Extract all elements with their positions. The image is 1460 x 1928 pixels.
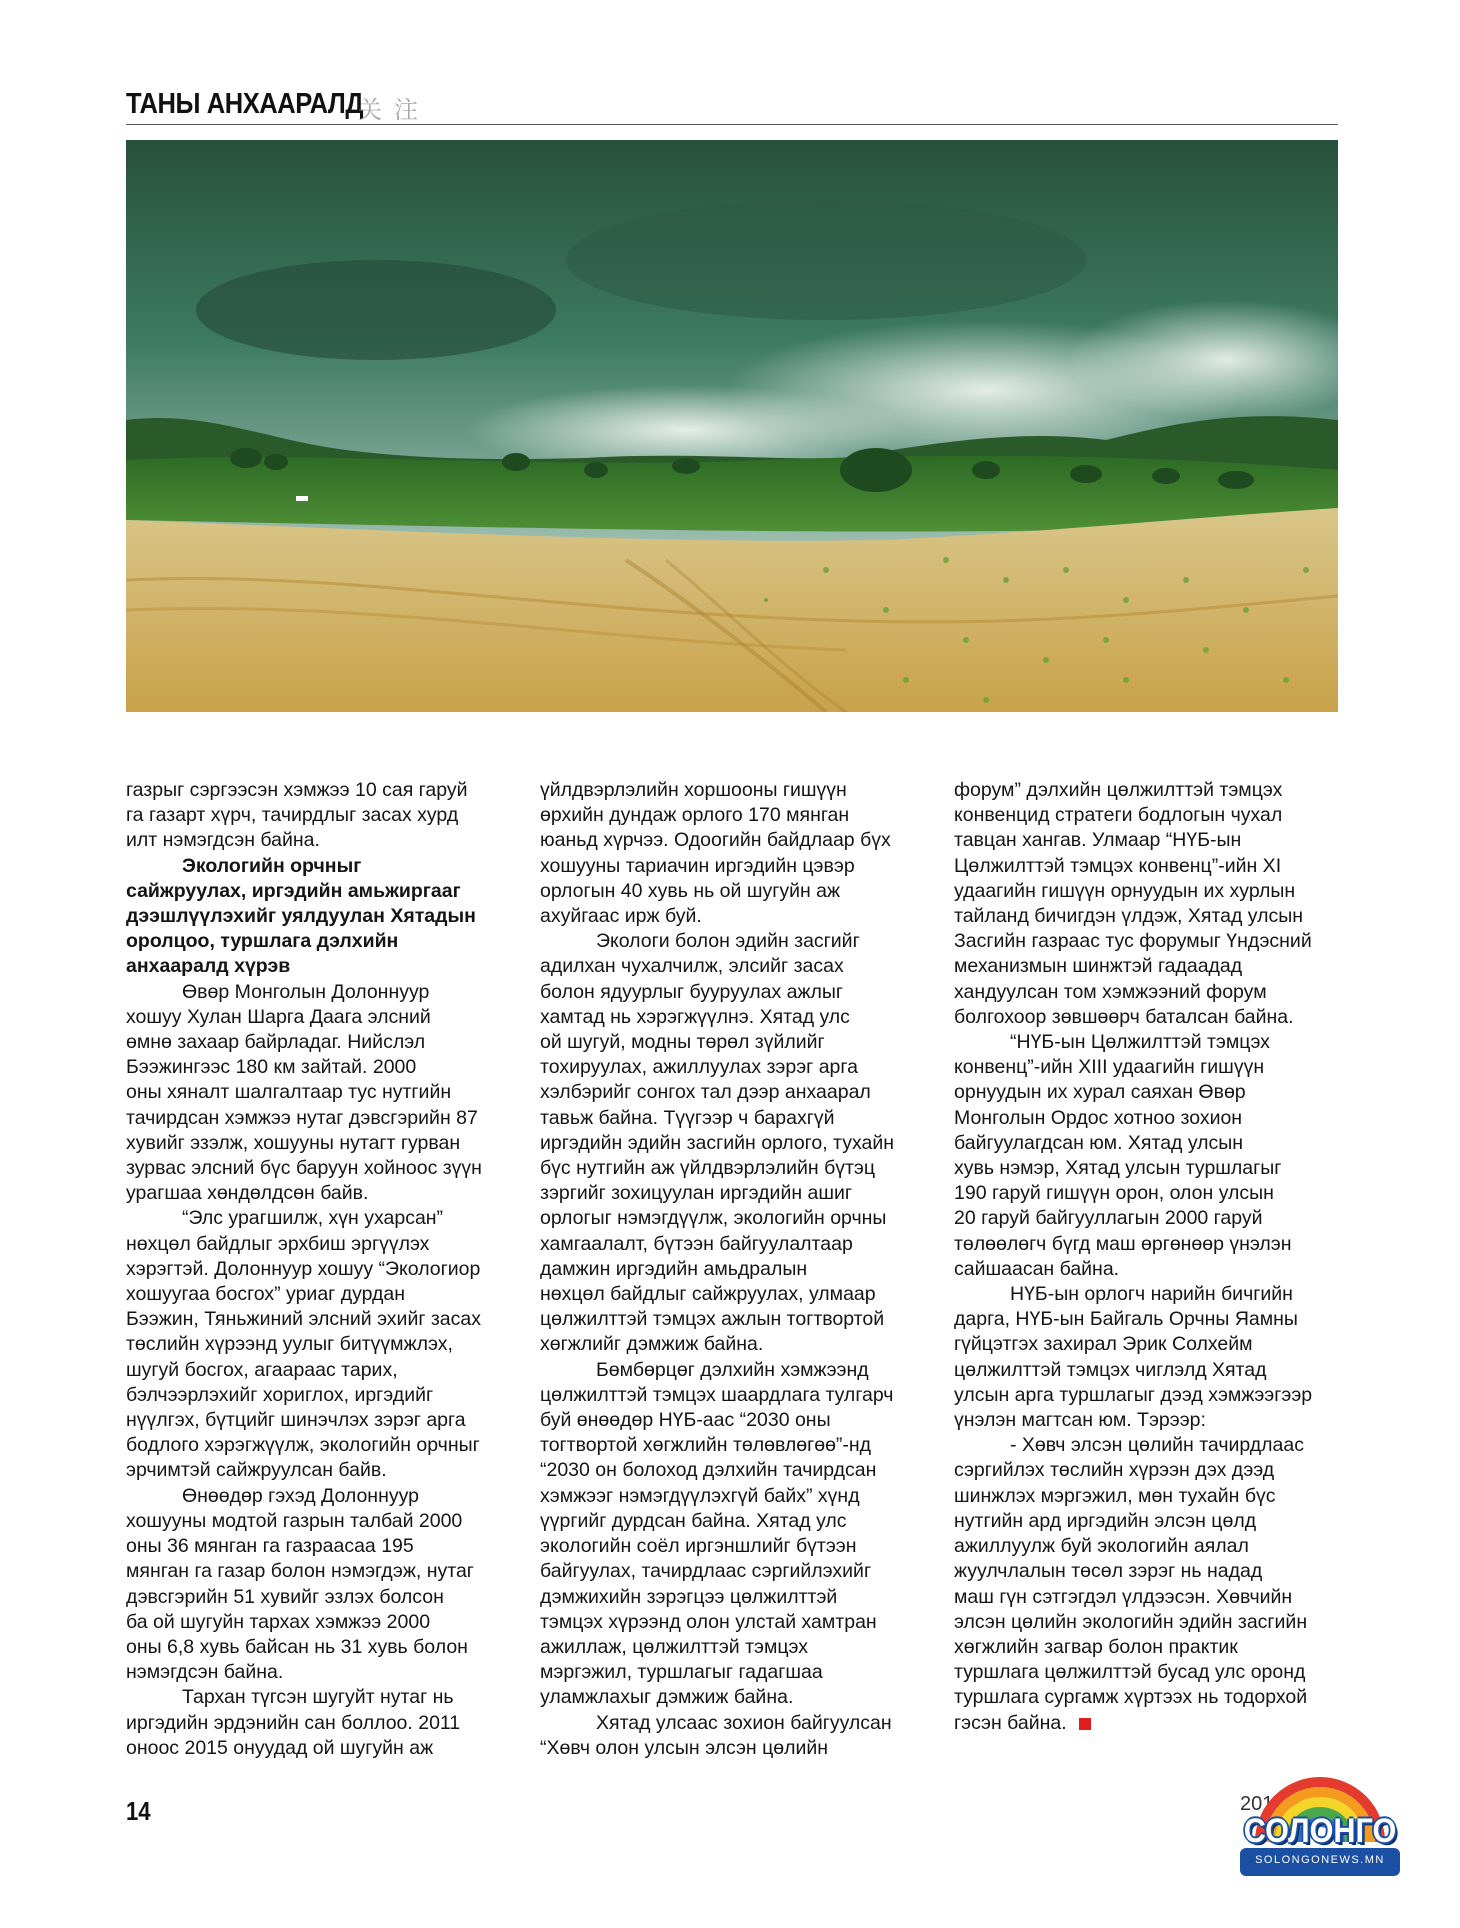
section-subtitle: 关注 <box>358 96 430 124</box>
issue-number: 2017/279 <box>1240 1793 1324 1815</box>
landscape-photo <box>126 140 1338 712</box>
watermark-brand: СОЛОНГО <box>1243 1812 1397 1850</box>
article-column-1 <box>126 778 516 1761</box>
end-of-article-icon <box>1079 1718 1091 1730</box>
paragraph: Бөмбөрцөг дэлхийн хэмжээнд цөлжилттэй тэмцэх шаардлага тулгарч буй өнөөдөр НҮБ-аас “2030 оны тогтвортой хөгжлийн төлөвлөгөө”-нд “2030 он болоход дэлхийн тачирдсан хэмжээг нэмэгдүүлэхгүй байх” хүнд үүргийг дурдсан байна. Хятад улс экологийн соёл иргэншлийг бүтээн байгуулах, тачирдлаас сэргийлэхийг дэмжихийн зэрэгцээ цөлжилттэй тэмцэх хүрээнд олон улстай хамтран ажиллаж, цөлжилттэй тэмцэх мэргэжил, туршлагыг гадагшаа уламжлахыг дэмжиж байна. <box>540 1358 894 1709</box>
article-subheading: Экологийн орчныг сайжруулах, иргэдийн амьжиргааг дээшлүүлэхийг уялдуулан Хятадын оролцоо, туршлага дэлхийн анхааралд хүрэв <box>126 854 476 978</box>
section-header <box>126 88 1338 125</box>
paragraph: форум” дэлхийн цөлжилттэй тэмцэх конвенцид стратеги бодлогын чухал тавцан хангав. Улмаар “НҮБ-ын Цөлжилттэй тэмцэх конвенц”-ийн XI удаагийн гишүүн орнуудын их хурлын тайланд бичигдэн үлдэж, Хятад улсын Засгийн газраас тус форумыг Үндэсний механизмын шинжтэй гадаадад хандуулсан том хэмжээний форум болгохоор зөвшөөрч баталсан байна. <box>954 779 1312 1028</box>
paragraph: Хятад улсаас зохион байгуулсан “Хөвч олон улсын элсэн цөлийн <box>540 1711 892 1759</box>
article-column-2 <box>540 778 930 1761</box>
paragraph: газрыг сэргээсэн хэмжээ 10 сая гаруй га газарт хүрч, тачирдлыг засах хурд илт нэмэгдсэн байна. <box>126 779 468 852</box>
paragraph: “Элс урагшилж, хүн ухарсан” нөхцөл байдлыг эрхбиш эргүүлэх хэрэгтэй. Долоннуур хошуу “Экологиор хошуугаа босгох” уриаг дурдан Бээжин, Тяньжиний элсний эхийг засах төслийн хүрээнд уулыг битүүмжлэх, шугуй босгох, агаараас тарих, бэлчээрлэхийг хориглох, иргэдийг нүүлгэх, бүтцийг шинэчлэх зэрэг арга бодлого хэрэгжүүлж, экологийн орчныг эрчимтэй сайжруулсан байв. <box>126 1207 481 1482</box>
article-body <box>126 778 1338 1778</box>
paragraph: Тархан түгсэн шугуйт нутаг нь иргэдийн эрдэнийн сан боллоо. 2011 оноос 2015 онуудад ой шугуйн аж <box>126 1686 461 1759</box>
paragraph: “НҮБ-ын Цөлжилттэй тэмцэх конвенц”-ийн XIII удаагийн гишүүн орнуудын их хурал саяхан Өвөр Монголын Ордос хотноо зохион байгуулагдсан юм. Хятад улсын хувь нэмэр, Хятад улсын туршлагыг 190 гаруй гишүүн орон, олон улсын 20 гаруй байгууллагын 2000 гаруй төлөөлөгч бүгд маш өргөнөөр үнэлэн сайшаасан байна. <box>954 1031 1292 1280</box>
paragraph: Өвөр Монголын Долоннуур хошуу Хулан Шарга Даага элсний өмнө захаар байрладаг. Нийслэл Бээжингээс 180 км зайтай. 2000 оны хяналт шалгалтаар тус нутгийн тачирдсан хэмжээ нутаг дэвсгэрийн 87 хувийг эзэлж, хошууны нутагт гурван зурвас элсний бүс баруун хойноос зүүн урагшаа хөндөлдсөн байв. <box>126 980 482 1205</box>
watermark-site: SOLONGONEWS.MN <box>1255 1854 1385 1866</box>
watermark-logo <box>1232 1750 1408 1900</box>
paragraph: үйлдвэрлэлийн хоршооны гишүүн өрхийн дундаж орлого 170 мянган юаньд хүрчээ. Одоогийн байдлаар бүх хошууны тариачин иргэдийн цэвэр орлогын 40 хувь нь ой шугуйн аж ахуйгаас ирж буй. <box>540 779 891 928</box>
paragraph-last <box>954 1433 1344 1735</box>
section-title: ТАНЫ АНХААРАЛД <box>126 88 364 120</box>
paragraph-text: - Хөвч элсэн цөлийн тачирдлаас сэргийлэх төслийн хүрээн дэх дээд шинжлэх мэргэжил, мөн тухайн бүс нутгийн ард иргэдийн элсэн цөлд ажиллуулж буй экологийн аялал жуулчлалын төсөл зэрэг нь надад маш гүн сэтгэгдэл үлдээсэн. Хөвчийн элсэн цөлийн экологийн эдийн засгийн хөгжлийн загвар болон практик туршлага цөлжилттэй бусад улс оронд туршлага сургамж хүртээх нь тодорхой гэсэн байна. <box>954 1434 1308 1734</box>
paragraph: Өнөөдөр гэхэд Долоннуур хошууны модтой газрын талбай 2000 оны 36 мянган га газраасаа 195 мянган га газар болон нэмэгдэж, нутаг дэвсгэрийн 51 хувийг эзлэх болсон ба ой шугуйн тархах хэмжээ 2000 оны 6,8 хувь байсан нь 31 хувь болон нэмэгдсэн байна. <box>126 1484 474 1684</box>
page-number: 14 <box>126 1796 151 1826</box>
article-column-3 <box>954 778 1344 1736</box>
paragraph: Экологи болон эдийн засгийг адилхан чухалчилж, элсийг засах болон ядуурлыг бууруулах ажлыг хамтад нь хэрэгжүүлнэ. Хятад улс ой шугуй, модны төрөл зүйлийг тохируулах, ажиллуулах зэрэг арга хэлбэрийг сонгох тал дээр анхаарал тавьж байна. Түүгээр ч барахгүй иргэдийн эдийн засгийн орлого, тухайн бүс нутгийн аж үйлдвэрлэлийн бүтэц зэргийг зохицуулан иргэдийн ашиг орлогыг нэмэгдүүлж, экологийн орчны хамгаалалт, бүтээн байгуулалтаар дамжин иргэдийн амьдралын нөхцөл байдлыг сайжруулах, улмаар цөлжилттэй тэмцэх ажлын тогтвортой хөгжлийг дэмжиж байна. <box>540 930 894 1356</box>
paragraph: НҮБ-ын орлогч нарийн бичгийн дарга, НҮБ-ын Байгаль Орчны Яамны гүйцэтгэх захирал Эрик Солхейм цөлжилттэй тэмцэх чиглэлд Хятад улсын арга туршлагыг дээд хэмжээгээр үнэлэн магтсан юм. Тэрээр: <box>954 1283 1313 1432</box>
